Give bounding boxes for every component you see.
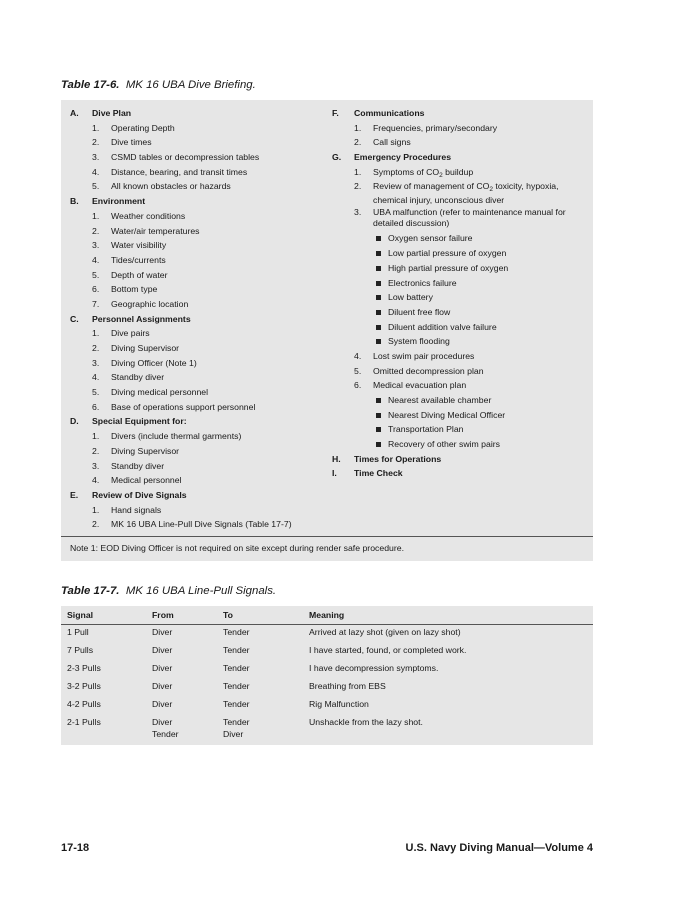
table-cell: Tender xyxy=(152,729,179,739)
bullet-text: Low partial pressure of oxygen xyxy=(388,248,507,259)
table-cell: Tender xyxy=(223,717,250,727)
table-cell: 1 Pull xyxy=(67,627,89,637)
item-text: Distance, bearing, and transit times xyxy=(111,166,248,177)
item-text: Bottom type xyxy=(111,284,158,295)
section-times-for-operations xyxy=(332,452,587,467)
item-text: Diving Supervisor xyxy=(111,445,180,456)
bullet-square-icon xyxy=(376,413,381,418)
section-label: Environment xyxy=(92,196,146,207)
list-item: 2. Water/air temperatures xyxy=(70,224,330,239)
section-time-check xyxy=(332,466,587,481)
list-item: 6. Base of operations support personnel xyxy=(70,400,330,415)
list-item: 3. Standby diver xyxy=(70,459,330,474)
table-note: Note 1: EOD Diving Officer is not required on site except during render safe procedure. xyxy=(70,543,404,553)
left-column xyxy=(70,106,330,532)
table-cell: Diver xyxy=(152,627,173,637)
section-letter: G. xyxy=(332,152,342,163)
bullet-square-icon xyxy=(376,339,381,344)
list-item: 1. Divers (include thermal garments) xyxy=(70,429,330,444)
item-text: Call signs xyxy=(373,137,411,148)
item-text: Symptoms of $CO_2$ buildup xyxy=(373,166,474,179)
list-item: 2. Dive times xyxy=(70,135,330,150)
list-item: 6. Medical evacuation plan xyxy=(332,378,587,393)
list-item: 3. Diving Officer (Note 1) xyxy=(70,356,330,371)
list-item: 4. Medical personnel xyxy=(70,473,330,488)
bullet-item xyxy=(332,276,587,291)
bullet-text: Diluent addition valve failure xyxy=(388,321,497,332)
item-text: Water/air temperatures xyxy=(111,225,200,236)
bullet-text: Nearest Diving Medical Officer xyxy=(388,409,506,420)
list-item: 4. Distance, bearing, and transit times xyxy=(70,165,330,180)
section-letter: D. xyxy=(70,416,79,427)
bullet-text: Low battery xyxy=(388,292,433,303)
section-emergency-procedures xyxy=(332,150,587,165)
item-text: MK 16 UBA Line-Pull Dive Signals (Table 17-7) xyxy=(111,519,292,530)
list-item: 1. Symptoms of $CO_2$ buildup xyxy=(332,165,587,180)
bullet-square-icon xyxy=(376,442,381,447)
header-from: From xyxy=(152,610,174,620)
section-label: Time Check xyxy=(354,468,403,479)
item-text: Dive pairs xyxy=(111,328,150,339)
bullet-item xyxy=(332,305,587,320)
bullet-square-icon xyxy=(376,325,381,330)
table-cell: Tender xyxy=(223,681,250,691)
table-cell: Arrived at lazy shot (given on lazy shot) xyxy=(309,627,461,637)
table-title: MK 16 UBA Dive Briefing. xyxy=(125,79,256,91)
item-text: CSMD tables or decompression tables xyxy=(111,152,260,163)
table-cell: Diver xyxy=(152,717,173,727)
table-cell: Tender xyxy=(223,645,250,655)
bullet-text: System flooding xyxy=(388,336,450,347)
section-letter: I. xyxy=(332,468,337,479)
item-text: Frequencies, primary/secondary xyxy=(373,122,498,133)
table-17-6-caption xyxy=(61,79,256,91)
item-text: UBA malfunction (refer to maintenance manual for detailed discussion) xyxy=(373,207,566,229)
bullet-item xyxy=(332,422,587,437)
list-item: 6. Bottom type xyxy=(70,282,330,297)
list-item: 4. Tides/currents xyxy=(70,253,330,268)
header-to: To xyxy=(223,610,233,620)
bullet-text: High partial pressure of oxygen xyxy=(388,262,509,273)
list-item: 1. Operating Depth xyxy=(70,121,330,136)
bullet-item xyxy=(332,261,587,276)
manual-title: U.S. Navy Diving Manual—Volume 4 xyxy=(405,842,593,854)
bullet-item xyxy=(332,437,587,452)
uba-malfunction-bullets xyxy=(332,231,587,349)
bullet-square-icon xyxy=(376,236,381,241)
list-item: 5. Omitted decompression plan xyxy=(332,364,587,379)
item-text: Diving medical personnel xyxy=(111,387,209,398)
list-item: 1. Weather conditions xyxy=(70,209,330,224)
bullet-text: Diluent free flow xyxy=(388,306,451,317)
right-column xyxy=(332,106,587,481)
table-cell: Diver xyxy=(152,663,173,673)
item-text: Divers (include thermal garments) xyxy=(111,431,242,442)
header-divider xyxy=(61,624,593,625)
item-text: Tides/currents xyxy=(111,254,166,265)
medevac-bullets xyxy=(332,393,587,452)
bullet-square-icon xyxy=(376,281,381,286)
table-cell: Tender xyxy=(223,663,250,673)
section-label: Personnel Assignments xyxy=(92,313,191,324)
table-cell: Diver xyxy=(223,729,244,739)
table-cell: I have started, found, or completed work. xyxy=(309,645,467,655)
list-item: 4. Lost swim pair procedures xyxy=(332,349,587,364)
list-item: 4. Standby diver xyxy=(70,370,330,385)
list-item: 2. Call signs xyxy=(332,135,587,150)
table-cell: 3-2 Pulls xyxy=(67,681,101,691)
note-divider xyxy=(61,536,593,537)
table-cell: Tender xyxy=(223,627,250,637)
list-item: 1. Frequencies, primary/secondary xyxy=(332,121,587,136)
list-item: 5. Diving medical personnel xyxy=(70,385,330,400)
table-number: Table 17-7. xyxy=(61,585,120,597)
list-item: 2. Review of management of $CO_2$ toxicity, hypoxia, chemical injury, unconscious diver xyxy=(332,179,587,205)
section-letter: E. xyxy=(70,489,79,500)
bullet-text: Oxygen sensor failure xyxy=(388,233,473,244)
item-text: Geographic location xyxy=(111,298,189,309)
item-text: Lost swim pair procedures xyxy=(373,350,475,361)
section-heading xyxy=(70,194,330,209)
bullet-text: Recovery of other swim pairs xyxy=(388,439,501,450)
table-number: Table 17-6. xyxy=(61,79,120,91)
item-text: Medical evacuation plan xyxy=(373,380,467,391)
section-letter: C. xyxy=(70,313,79,324)
list-item: 7. Geographic location xyxy=(70,297,330,312)
dive-briefing-table xyxy=(61,100,593,561)
bullet-square-icon xyxy=(376,266,381,271)
bullet-square-icon xyxy=(376,310,381,315)
section-label: Times for Operations xyxy=(354,453,442,464)
table-17-7-caption xyxy=(61,585,276,597)
item-text: Review of management of $CO_2$ toxicity, hypoxia, chemical injury, unconscious diver xyxy=(373,181,559,206)
section-letter: B. xyxy=(70,196,79,207)
section-heading xyxy=(70,488,330,503)
table-cell: 2-1 Pulls xyxy=(67,717,101,727)
bullet-text: Electronics failure xyxy=(388,277,457,288)
table-cell: Diver xyxy=(152,645,173,655)
list-item: 5. Depth of water xyxy=(70,268,330,283)
table-cell: Tender xyxy=(223,699,250,709)
table-cell: Unshackle from the lazy shot. xyxy=(309,717,423,727)
bullet-text: Transportation Plan xyxy=(388,424,464,435)
item-text: Base of operations support personnel xyxy=(111,401,256,412)
table-cell: 2-3 Pulls xyxy=(67,663,101,673)
table-cell: Diver xyxy=(152,681,173,691)
list-item: 3. CSMD tables or decompression tables xyxy=(70,150,330,165)
line-pull-signals-table xyxy=(61,606,593,745)
header-meaning: Meaning xyxy=(309,610,345,620)
item-text: Depth of water xyxy=(111,269,168,280)
item-text: Diving Supervisor xyxy=(111,343,180,353)
bullet-item xyxy=(332,320,587,335)
section-label: Communications xyxy=(354,108,425,118)
table-cell: Rig Malfunction xyxy=(309,699,369,709)
item-text: Weather conditions xyxy=(111,210,186,221)
bullet-item xyxy=(332,290,587,305)
bullet-square-icon xyxy=(376,295,381,300)
item-text: Operating Depth xyxy=(111,122,175,133)
bullet-item xyxy=(332,231,587,246)
item-text: Diving Officer (Note 1) xyxy=(111,357,197,368)
list-item: 2. MK 16 UBA Line-Pull Dive Signals (Table 17-7) xyxy=(70,517,330,532)
section-label: Emergency Procedures xyxy=(354,152,452,163)
table-header-row xyxy=(61,606,593,625)
bullet-square-icon xyxy=(376,398,381,403)
bullet-item xyxy=(332,393,587,408)
table-title: MK 16 UBA Line-Pull Signals. xyxy=(125,585,277,597)
table-cell: Breathing from EBS xyxy=(309,681,386,691)
bullet-item xyxy=(332,408,587,423)
bullet-item xyxy=(332,334,587,349)
list-item: 1. Hand signals xyxy=(70,503,330,518)
item-text: All known obstacles or hazards xyxy=(111,181,231,192)
bullet-square-icon xyxy=(376,427,381,432)
list-item: 3. Water visibility xyxy=(70,238,330,253)
header-signal: Signal xyxy=(67,610,94,620)
section-communications xyxy=(332,106,587,121)
item-text: Standby diver xyxy=(111,372,165,383)
section-label: Special Equipment for: xyxy=(92,416,187,427)
section-label: Dive Plan xyxy=(92,108,132,118)
table-cell: 7 Pulls xyxy=(67,645,94,655)
section-letter: F. xyxy=(332,108,339,118)
page-number: 17-18 xyxy=(61,842,90,854)
section-label: Review of Dive Signals xyxy=(92,489,187,500)
item-text: Hand signals xyxy=(111,504,162,515)
section-heading xyxy=(70,414,330,429)
section-letter: A. xyxy=(70,108,79,118)
list-item: 2. Diving Supervisor xyxy=(70,341,330,356)
list-item: 2. Diving Supervisor xyxy=(70,444,330,459)
list-item: 5. All known obstacles or hazards xyxy=(70,179,330,194)
section-heading xyxy=(70,106,330,121)
item-text: Standby diver xyxy=(111,460,165,471)
list-item: 1. Dive pairs xyxy=(70,326,330,341)
section-letter: H. xyxy=(332,453,341,464)
table-cell: I have decompression symptoms. xyxy=(309,663,439,673)
bullet-text: Nearest available chamber xyxy=(388,395,492,405)
table-cell: Diver xyxy=(152,699,173,709)
section-heading xyxy=(70,312,330,327)
item-text: Medical personnel xyxy=(111,475,182,486)
list-item: 3. UBA malfunction (refer to maintenance manual for detailed discussion) xyxy=(332,205,587,231)
table-cell: 4-2 Pulls xyxy=(67,699,101,709)
bullet-item xyxy=(332,246,587,261)
item-text: Dive times xyxy=(111,137,152,148)
bullet-square-icon xyxy=(376,251,381,256)
item-text: Water visibility xyxy=(111,240,167,251)
item-text: Omitted decompression plan xyxy=(373,365,484,376)
